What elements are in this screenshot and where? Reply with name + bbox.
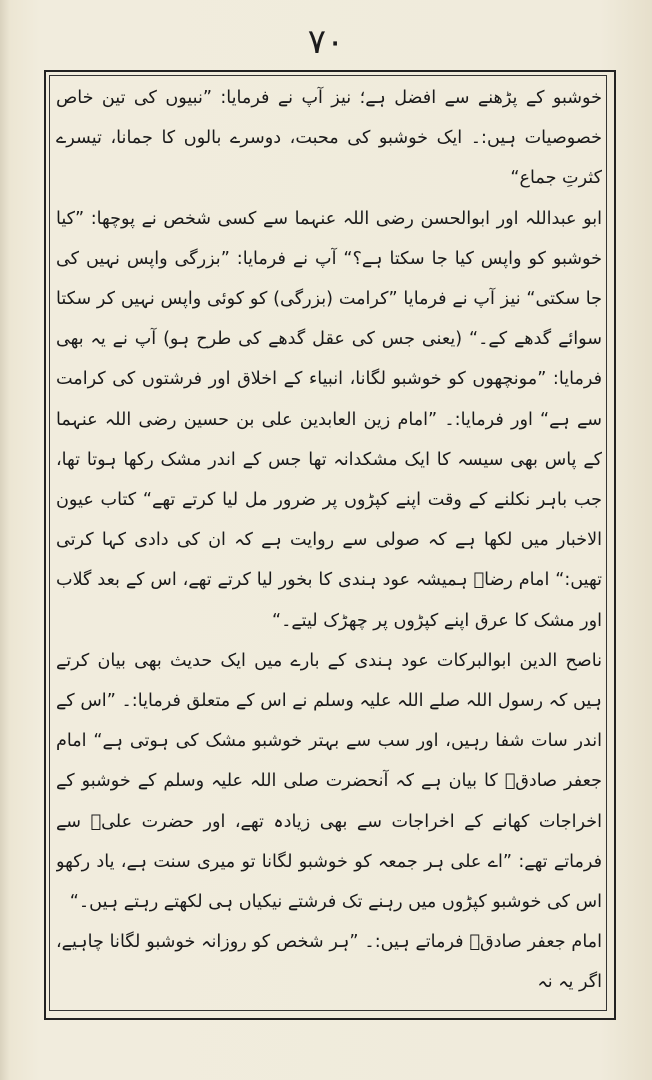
paragraph-1: خوشبو کے پڑھنے سے افضل ہے؛ نیز آپ نے فرمایا: ”نبیوں کی تین خاص خصوصیات ہیں:۔ ایک خوشبو کی محبت، دوسرے بالوں کا جمانا، تیسرے کثرتِ جماع“ <box>56 88 602 189</box>
paragraph-3: ناصح الدین ابوالبرکات عود ہندی کے بارے میں ایک حدیث بھی بیان کرتے ہیں کہ رسول اللہ صلے اللہ علیہ وسلم نے اس کے متعلق فرمایا:۔ ”اس کے اندر سات شفا رہیں، اور سب سے بہتر خوشبو مشک کی ہوتی ہے“ امام جعفر صادقؑ کا بیان ہے کہ آنحضرت صلی اللہ علیہ وسلم کے خوشبو کے اخراجات کھانے کے اخراجات سے بھی زیادہ تھے، اور حضرت علیؓ سے فرماتے تھے: ”اے علی ہر جمعہ کو خوشبو لگانا تو میری سنت ہے، یاد رکھو اس کی خوشبو کپڑوں میں رہنے تک فرشتے نیکیاں ہی لکھتے رہتے ہیں۔“ <box>56 650 602 913</box>
page-number: ٧٠ <box>307 22 345 62</box>
urdu-text-body <box>56 78 602 1004</box>
paragraph-4: امام جعفر صادقؓ فرماتے ہیں:۔ ”ہر شخص کو روزانہ خوشبو لگانا چاہیے، اگر یہ نہ <box>56 932 602 993</box>
paragraph-2: ابو عبداللہ اور ابوالحسن رضی اللہ عنہما سے کسی شخص نے پوچھا: ”کیا خوشبو کو واپس کیا جا سکتا ہے؟“ آپ نے فرمایا: ”بزرگی واپس نہیں کی جا سکتی“ نیز آپ نے فرمایا ”کرامت (بزرگی) کو کوئی واپس نہیں کر سکتا سوائے گدھے کے۔“ (یعنی جس کی عقل گدھے کی طرح ہو) آپ نے یہ بھی فرمایا: ”مونچھوں کو خوشبو لگانا، انبیاء کے اخلاق اور فرشتوں کی کرامت سے ہے“ اور فرمایا:۔ ”امام زین العابدین علی بن حسین رضی اللہ عنہما کے پاس بھی سیسہ کا ایک مشکدانہ تھا جس کے اندر مشک رکھا ہوتا تھا، جب باہر نکلنے کے وقت اپنے کپڑوں پر ضرور مل لیا کرتے تھے“ کتاب عیون الاخبار میں لکھا ہے کہ صولی سے روایت ہے کہ ان کی دادی کہا کرتی تھیں:“ امام رضاؑ ہمیشہ عود ہندی کا بخور لیا کرتے تھے، اس کے بعد گلاب اور مشک کا عرق اپنے کپڑوں پر چھڑک لیتے۔“ <box>56 208 602 631</box>
